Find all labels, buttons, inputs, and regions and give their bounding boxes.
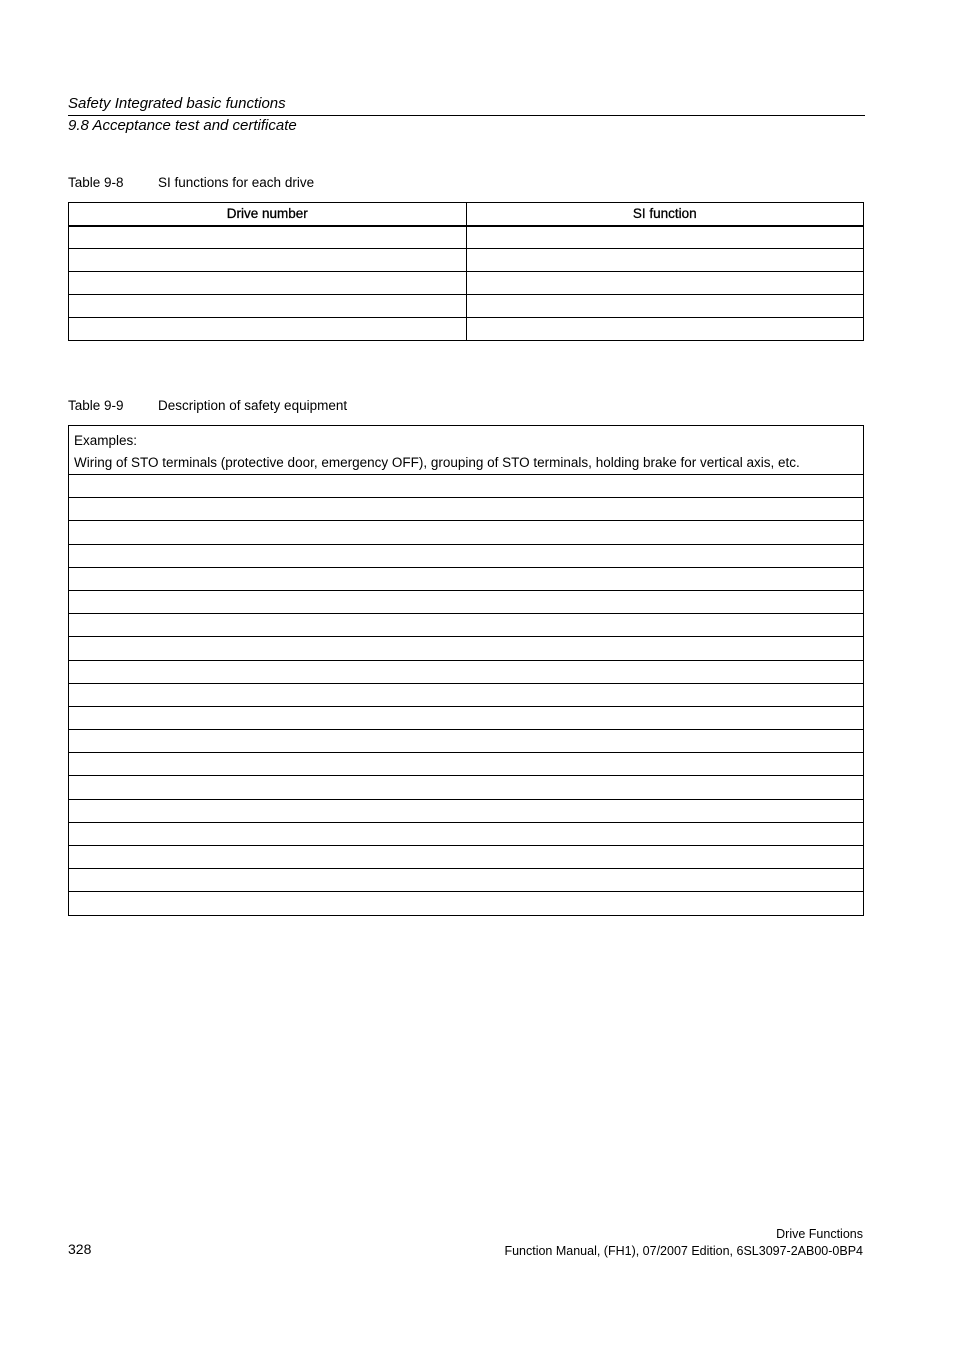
table-cell: [69, 683, 864, 706]
table-cell: [466, 272, 864, 295]
table-cell: [466, 318, 864, 341]
table-cell: [69, 249, 467, 272]
si-functions-table: [68, 202, 864, 341]
table-row: [69, 892, 864, 915]
footer-doc-edition: Function Manual, (FH1), 07/2007 Edition, 6SL3097-2AB00-0BP4: [504, 1244, 863, 1258]
safety-equipment-table: [68, 425, 864, 916]
section-title: 9.8 Acceptance test and certificate: [68, 117, 297, 134]
table-row: [69, 567, 864, 590]
table-row: [69, 295, 864, 318]
table-cell: [69, 706, 864, 729]
table-caption-9-9: [68, 397, 347, 415]
table-cell: [69, 590, 864, 613]
table-cell: [69, 776, 864, 799]
table-cell: [69, 753, 864, 776]
examples-row: [69, 426, 864, 475]
table-cell: [69, 660, 864, 683]
table-title: Description of safety equipment: [158, 398, 348, 413]
table-row: [69, 776, 864, 799]
table-header-row: [69, 203, 864, 226]
table-title: SI functions for each drive: [158, 175, 315, 190]
table-cell: [69, 869, 864, 892]
table-row: [69, 660, 864, 683]
table-row: [69, 683, 864, 706]
table-row: [69, 822, 864, 845]
table-cell: [69, 295, 467, 318]
page-number: 328: [68, 1241, 92, 1257]
table-cell: [69, 226, 467, 249]
table-cell: [69, 272, 467, 295]
table-row: [69, 637, 864, 660]
table-row: [69, 475, 864, 498]
table-row: [69, 614, 864, 637]
table-row: [69, 799, 864, 822]
running-header: [68, 94, 865, 136]
table-cell: [69, 822, 864, 845]
chapter-title: Safety Integrated basic functions: [68, 94, 865, 116]
table-cell: [69, 799, 864, 822]
footer-doc-info: [504, 1226, 863, 1260]
table-row: [69, 249, 864, 272]
table-row: [69, 846, 864, 869]
table-cell: [69, 846, 864, 869]
table-cell: [69, 475, 864, 498]
table-cell: [69, 637, 864, 660]
table-row: [69, 498, 864, 521]
table-cell: [466, 295, 864, 318]
table-row: [69, 753, 864, 776]
table-row: [69, 318, 864, 341]
table-cell: [466, 226, 864, 249]
table-row: [69, 869, 864, 892]
table-row: [69, 590, 864, 613]
table-cell: [69, 892, 864, 915]
footer-doc-title: Drive Functions: [776, 1227, 863, 1241]
table-cell: [69, 498, 864, 521]
table-row: [69, 706, 864, 729]
table-cell: [69, 544, 864, 567]
examples-cell: [69, 426, 864, 475]
column-header-si-function: SI function: [466, 203, 864, 226]
table-caption-9-8: [68, 174, 314, 192]
table-row: [69, 272, 864, 295]
table-cell: [466, 249, 864, 272]
table-cell: [69, 318, 467, 341]
examples-text: Wiring of STO terminals (protective door, emergency OFF), grouping of STO terminals, holding brake for vertical axis, etc.: [74, 455, 800, 470]
table-row: [69, 544, 864, 567]
table-cell: [69, 521, 864, 544]
table-cell: [69, 730, 864, 753]
table-number: Table 9-9: [68, 398, 124, 413]
table-row: [69, 226, 864, 249]
table-row: [69, 521, 864, 544]
table-number: Table 9-8: [68, 175, 124, 190]
table-cell: [69, 567, 864, 590]
table-row: [69, 730, 864, 753]
column-header-drive-number: Drive number: [69, 203, 467, 226]
table-cell: [69, 614, 864, 637]
examples-label: Examples:: [74, 433, 138, 448]
